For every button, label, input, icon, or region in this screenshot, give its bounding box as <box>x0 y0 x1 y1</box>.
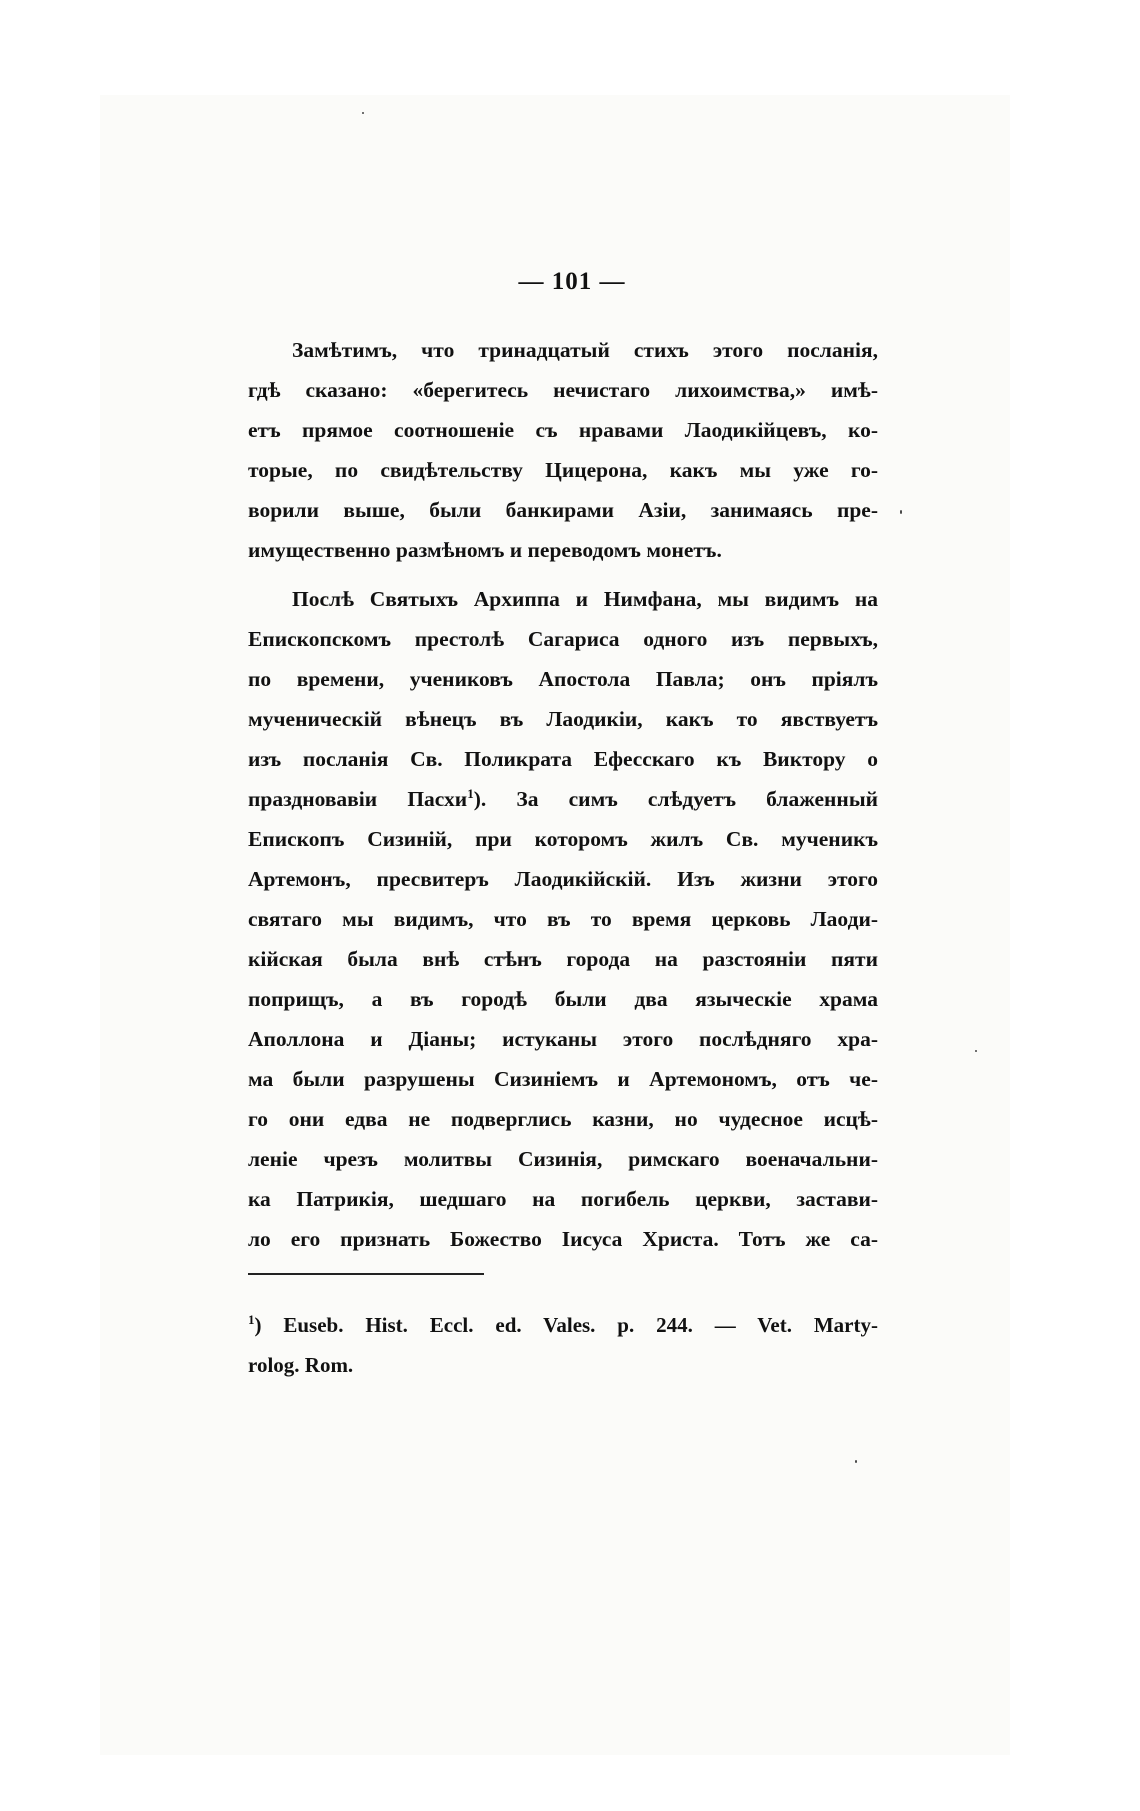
text-line: торые, по свидѣтельству Цицерона, какъ мы уже го- <box>248 458 878 482</box>
scan-speck <box>362 112 364 114</box>
text-line: Послѣ Святыхъ Архиппа и Нимфана, мы видимъ на <box>292 587 878 611</box>
text-line: Артемонъ, пресвитеръ Лаодикійскій. Изъ жизни этого <box>248 867 878 891</box>
footnote-reference[interactable]: 1 <box>467 786 474 801</box>
text-line: кійская была внѣ стѣнъ города на разстояніи пяти <box>248 947 878 971</box>
scan-speck <box>855 1460 857 1463</box>
scan-speck <box>975 1050 977 1052</box>
text-line: Замѣтимъ, что тринадцатый стихъ этого посланія, <box>292 338 878 362</box>
footnote-line: rolog. Rom. <box>248 1353 354 1377</box>
text-line-with-footnote <box>248 779 878 819</box>
footnote-text: ) Euseb. Hist. Eccl. ed. Vales. p. 244. — Vet. Marty- <box>254 1313 878 1337</box>
page-number: — 101 — <box>518 268 626 295</box>
text-line: мученическій вѣнецъ въ Лаодикіи, какъ то явствуетъ <box>248 707 878 731</box>
text-line: Аполлона и Діаны; истуканы этого послѣдняго хра- <box>248 1027 878 1051</box>
body-text <box>248 330 878 1259</box>
footnote-mark: 1 <box>248 1312 255 1327</box>
text-line: леніе чрезъ молитвы Сизинія, римскаго военачальни- <box>248 1147 878 1171</box>
text-line: Епископъ Сизиній, при которомъ жилъ Св. мученикъ <box>248 827 878 851</box>
text-line: ворили выше, были банкирами Азіи, занимаясь пре- <box>248 498 878 522</box>
footnotes <box>248 1305 878 1385</box>
text-line: етъ прямое соотношеніе съ нравами Лаодикійцевъ, ко- <box>248 418 878 442</box>
text-fragment: праздновавіи Пасхи <box>248 787 468 811</box>
text-line: поприщъ, а въ городѣ были два языческіе храма <box>248 987 878 1011</box>
text-line: ло его признать Божество Іисуса Христа. Тотъ же са- <box>248 1227 878 1251</box>
text-line: святаго мы видимъ, что въ то время церковь Лаоди- <box>248 907 878 931</box>
text-line: имущественно размѣномъ и переводомъ монетъ. <box>248 538 722 562</box>
text-line: ка Патрикія, шедшаго на погибель церкви, застави- <box>248 1187 878 1211</box>
text-line: по времени, учениковъ Апостола Павла; онъ пріялъ <box>248 667 878 691</box>
text-line: изъ посланія Св. Поликрата Ефесскаго къ Виктору о <box>248 747 878 771</box>
text-line: ма были разрушены Сизиніемъ и Артемономъ, отъ че- <box>248 1067 878 1091</box>
text-fragment: ). За симъ слѣдуетъ блаженный <box>473 787 878 811</box>
footnote-divider <box>248 1273 484 1275</box>
text-line: гдѣ сказано: «берегитесь нечистаго лихоимства,» имѣ- <box>248 378 878 402</box>
scan-speck <box>900 510 902 514</box>
footnote-line <box>248 1305 878 1345</box>
text-line: Епископскомъ престолѣ Сагариса одного изъ первыхъ, <box>248 627 878 651</box>
text-line: го они едва не подверглись казни, но чудесное исцѣ- <box>248 1107 878 1131</box>
